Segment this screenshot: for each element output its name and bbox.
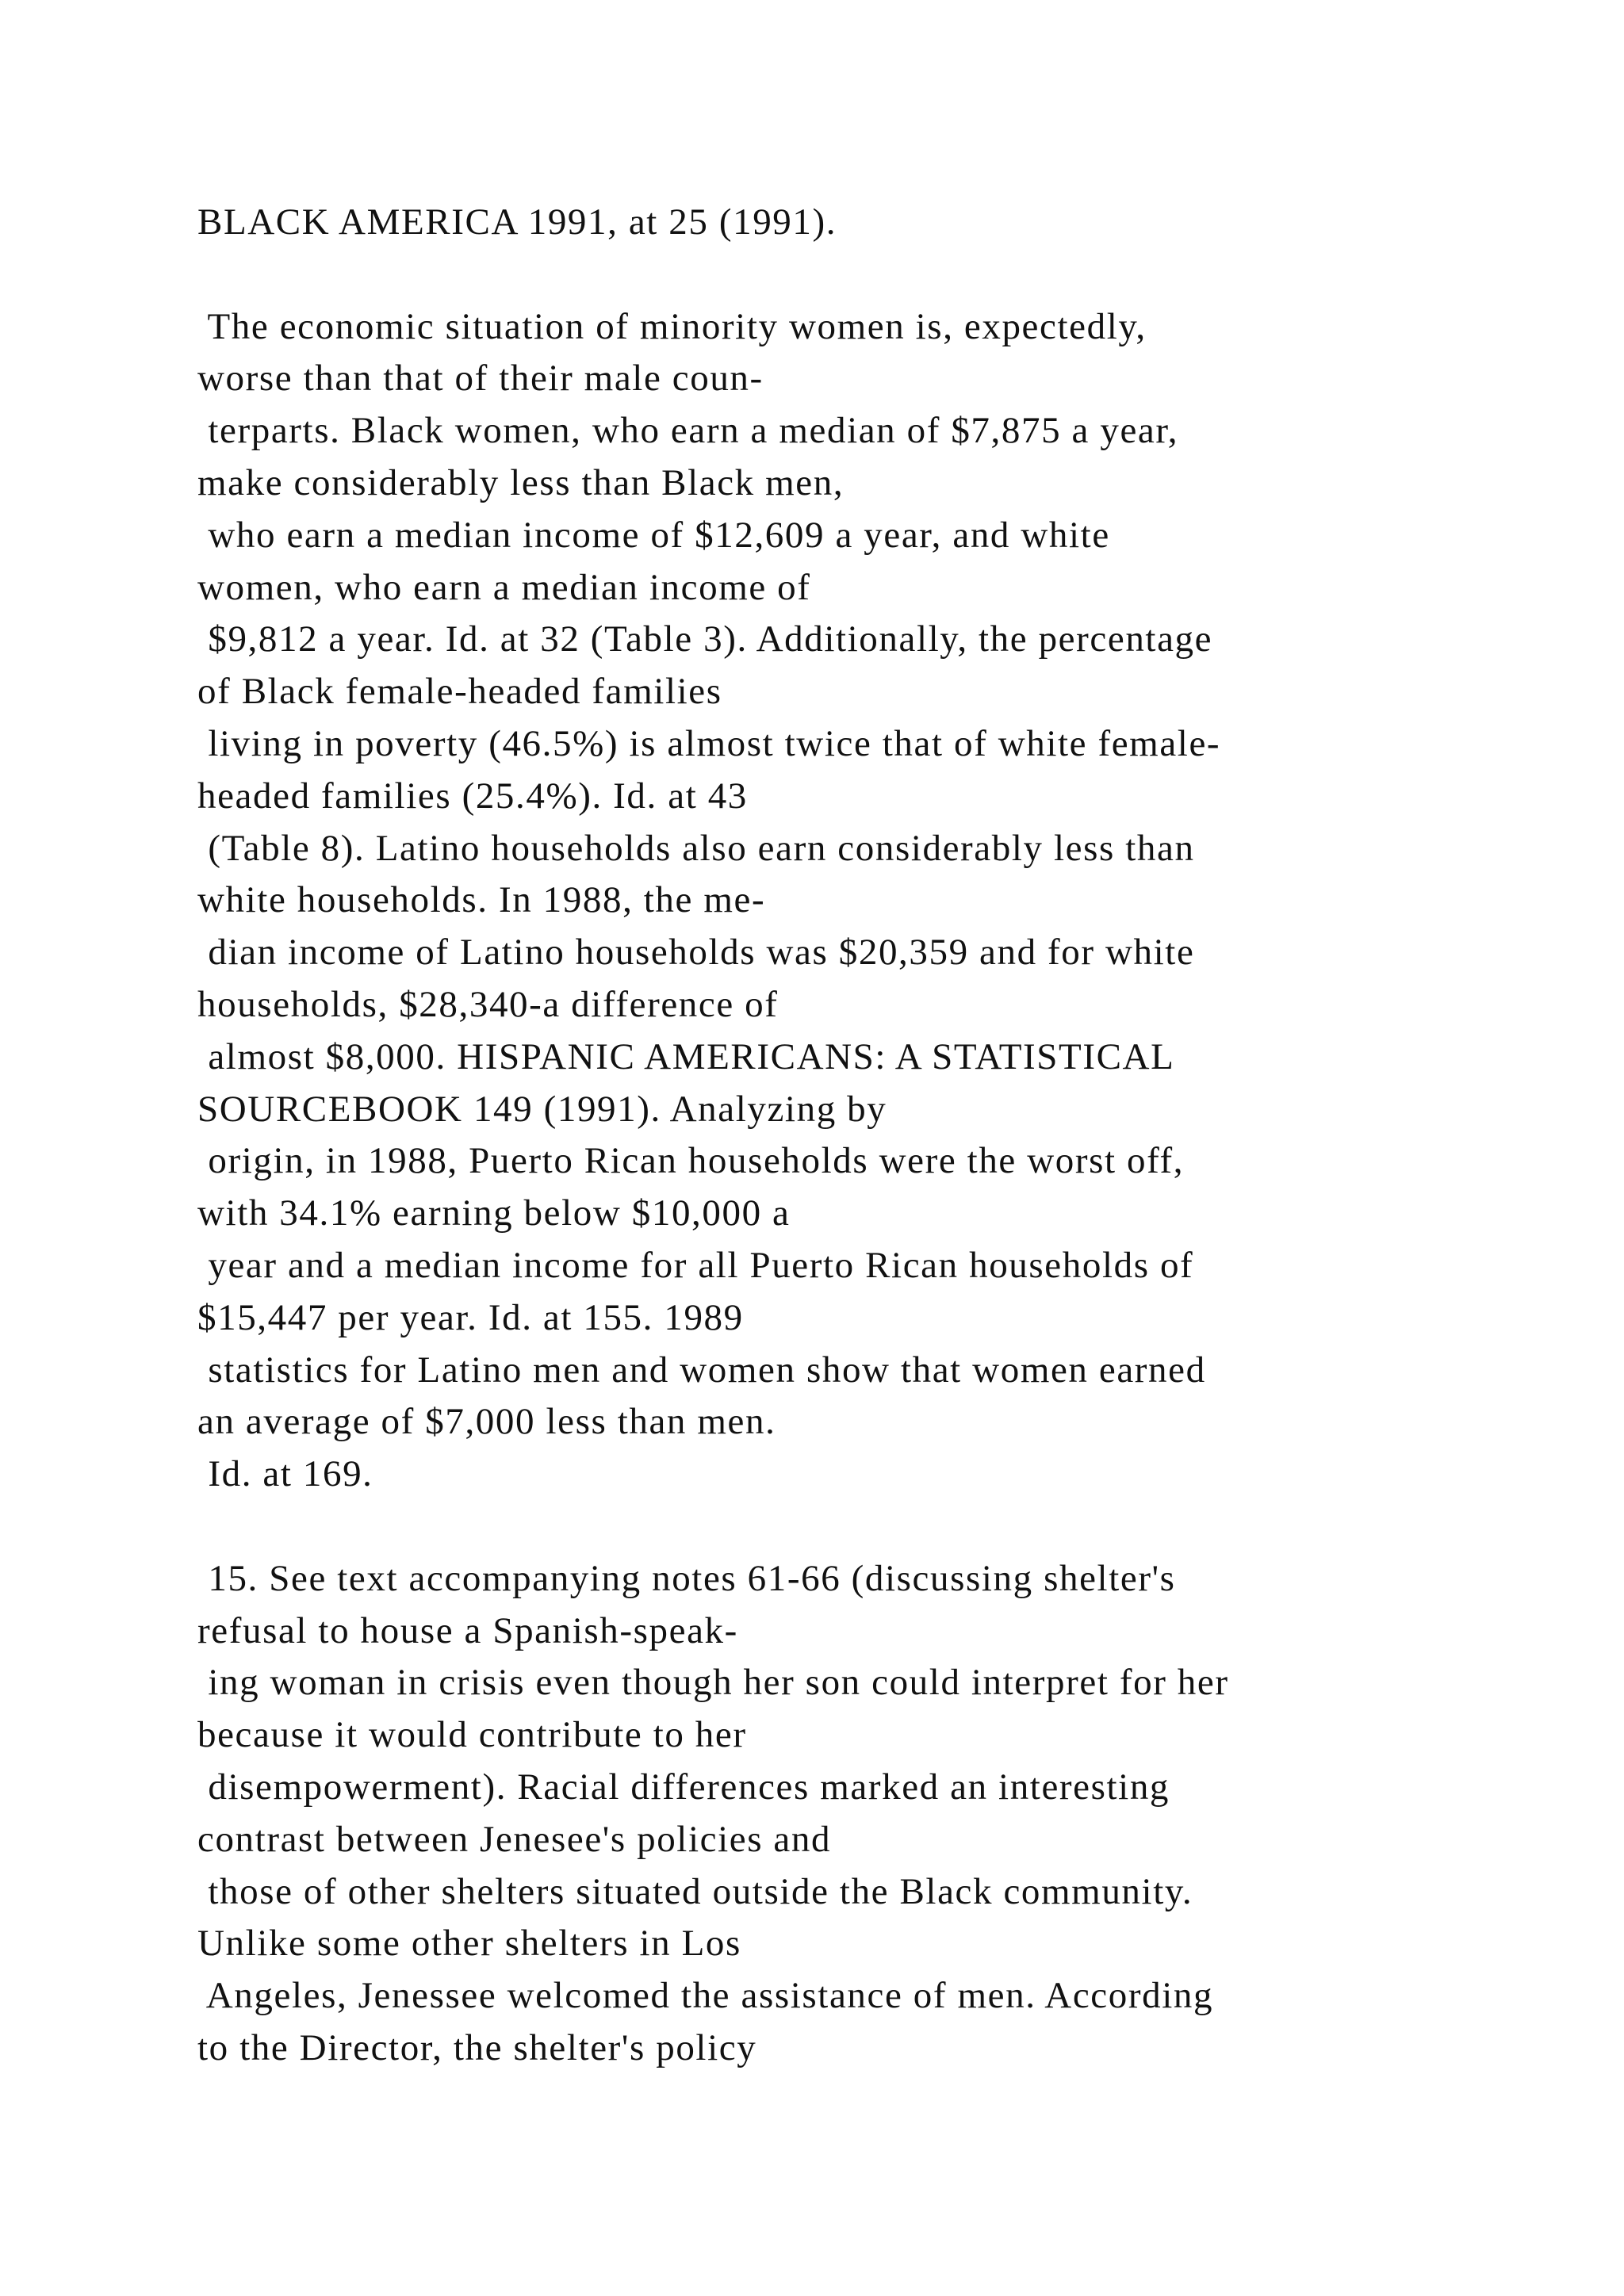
text-line: Angeles, Jenessee welcomed the assistance of men. According: [197, 1975, 1214, 2017]
paragraph-gap: [197, 249, 1545, 301]
footnote-14-continuation: [197, 301, 1545, 1501]
text-line: because it would contribute to her: [197, 1714, 747, 1756]
text-line: $9,812 a year. Id. at 32 (Table 3). Additionally, the percentage: [197, 618, 1213, 660]
text-line: worse than that of their male coun-: [197, 358, 764, 400]
text-line: with 34.1% earning below $10,000 a: [197, 1192, 791, 1234]
text-line: Id. at 169.: [197, 1453, 373, 1495]
text-line: contrast between Jenesee's policies and: [197, 1818, 832, 1860]
text-line: dian income of Latino households was $20,359 and for white: [197, 932, 1195, 974]
text-line: disempowerment). Racial differences marked an interesting: [197, 1766, 1170, 1808]
text-line: those of other shelters situated outside the Black community.: [197, 1870, 1193, 1912]
text-line: The economic situation of minority women is, expectedly,: [197, 305, 1147, 347]
text-line: of Black female-headed families: [197, 671, 722, 713]
text-line: households, $28,340-a difference of: [197, 983, 779, 1025]
text-line: BLACK AMERICA 1991, at 25 (1991).: [197, 201, 837, 243]
text-line: women, who earn a median income of: [197, 566, 811, 608]
text-line: who earn a median income of $12,609 a year, and white: [197, 514, 1110, 556]
text-line: 15. See text accompanying notes 61-66 (discussing shelter's: [197, 1557, 1176, 1599]
text-line: origin, in 1988, Puerto Rican households were the worst off,: [197, 1140, 1185, 1182]
text-line: Unlike some other shelters in Los: [197, 1923, 741, 1965]
text-line: white households. In 1988, the me-: [197, 879, 766, 921]
text-line: headed families (25.4%). Id. at 43: [197, 775, 748, 817]
text-line: refusal to house a Spanish-speak-: [197, 1609, 738, 1651]
citation-fragment: [197, 197, 1545, 249]
text-line: an average of $7,000 less than men.: [197, 1401, 776, 1443]
text-line: terparts. Black women, who earn a median of $7,875 a year,: [197, 410, 1179, 452]
footnote-15: [197, 1553, 1545, 2075]
document-body: [197, 197, 1545, 2075]
text-line: (Table 8). Latino households also earn considerably less than: [197, 827, 1195, 869]
text-line: $15,447 per year. Id. at 155. 1989: [197, 1296, 744, 1338]
text-line: make considerably less than Black men,: [197, 461, 845, 503]
text-line: living in poverty (46.5%) is almost twice that of white female-: [197, 722, 1221, 764]
text-line: year and a median income for all Puerto Rican households of: [197, 1244, 1194, 1286]
text-line: SOURCEBOOK 149 (1991). Analyzing by: [197, 1088, 887, 1130]
text-line: to the Director, the shelter's policy: [197, 2026, 757, 2068]
text-line: almost $8,000. HISPANIC AMERICANS: A STATISTICAL: [197, 1035, 1175, 1077]
text-line: statistics for Latino men and women show that women earned: [197, 1349, 1206, 1391]
paragraph-gap: [197, 1501, 1545, 1553]
text-line: ing woman in crisis even though her son could interpret for her: [197, 1662, 1229, 1704]
